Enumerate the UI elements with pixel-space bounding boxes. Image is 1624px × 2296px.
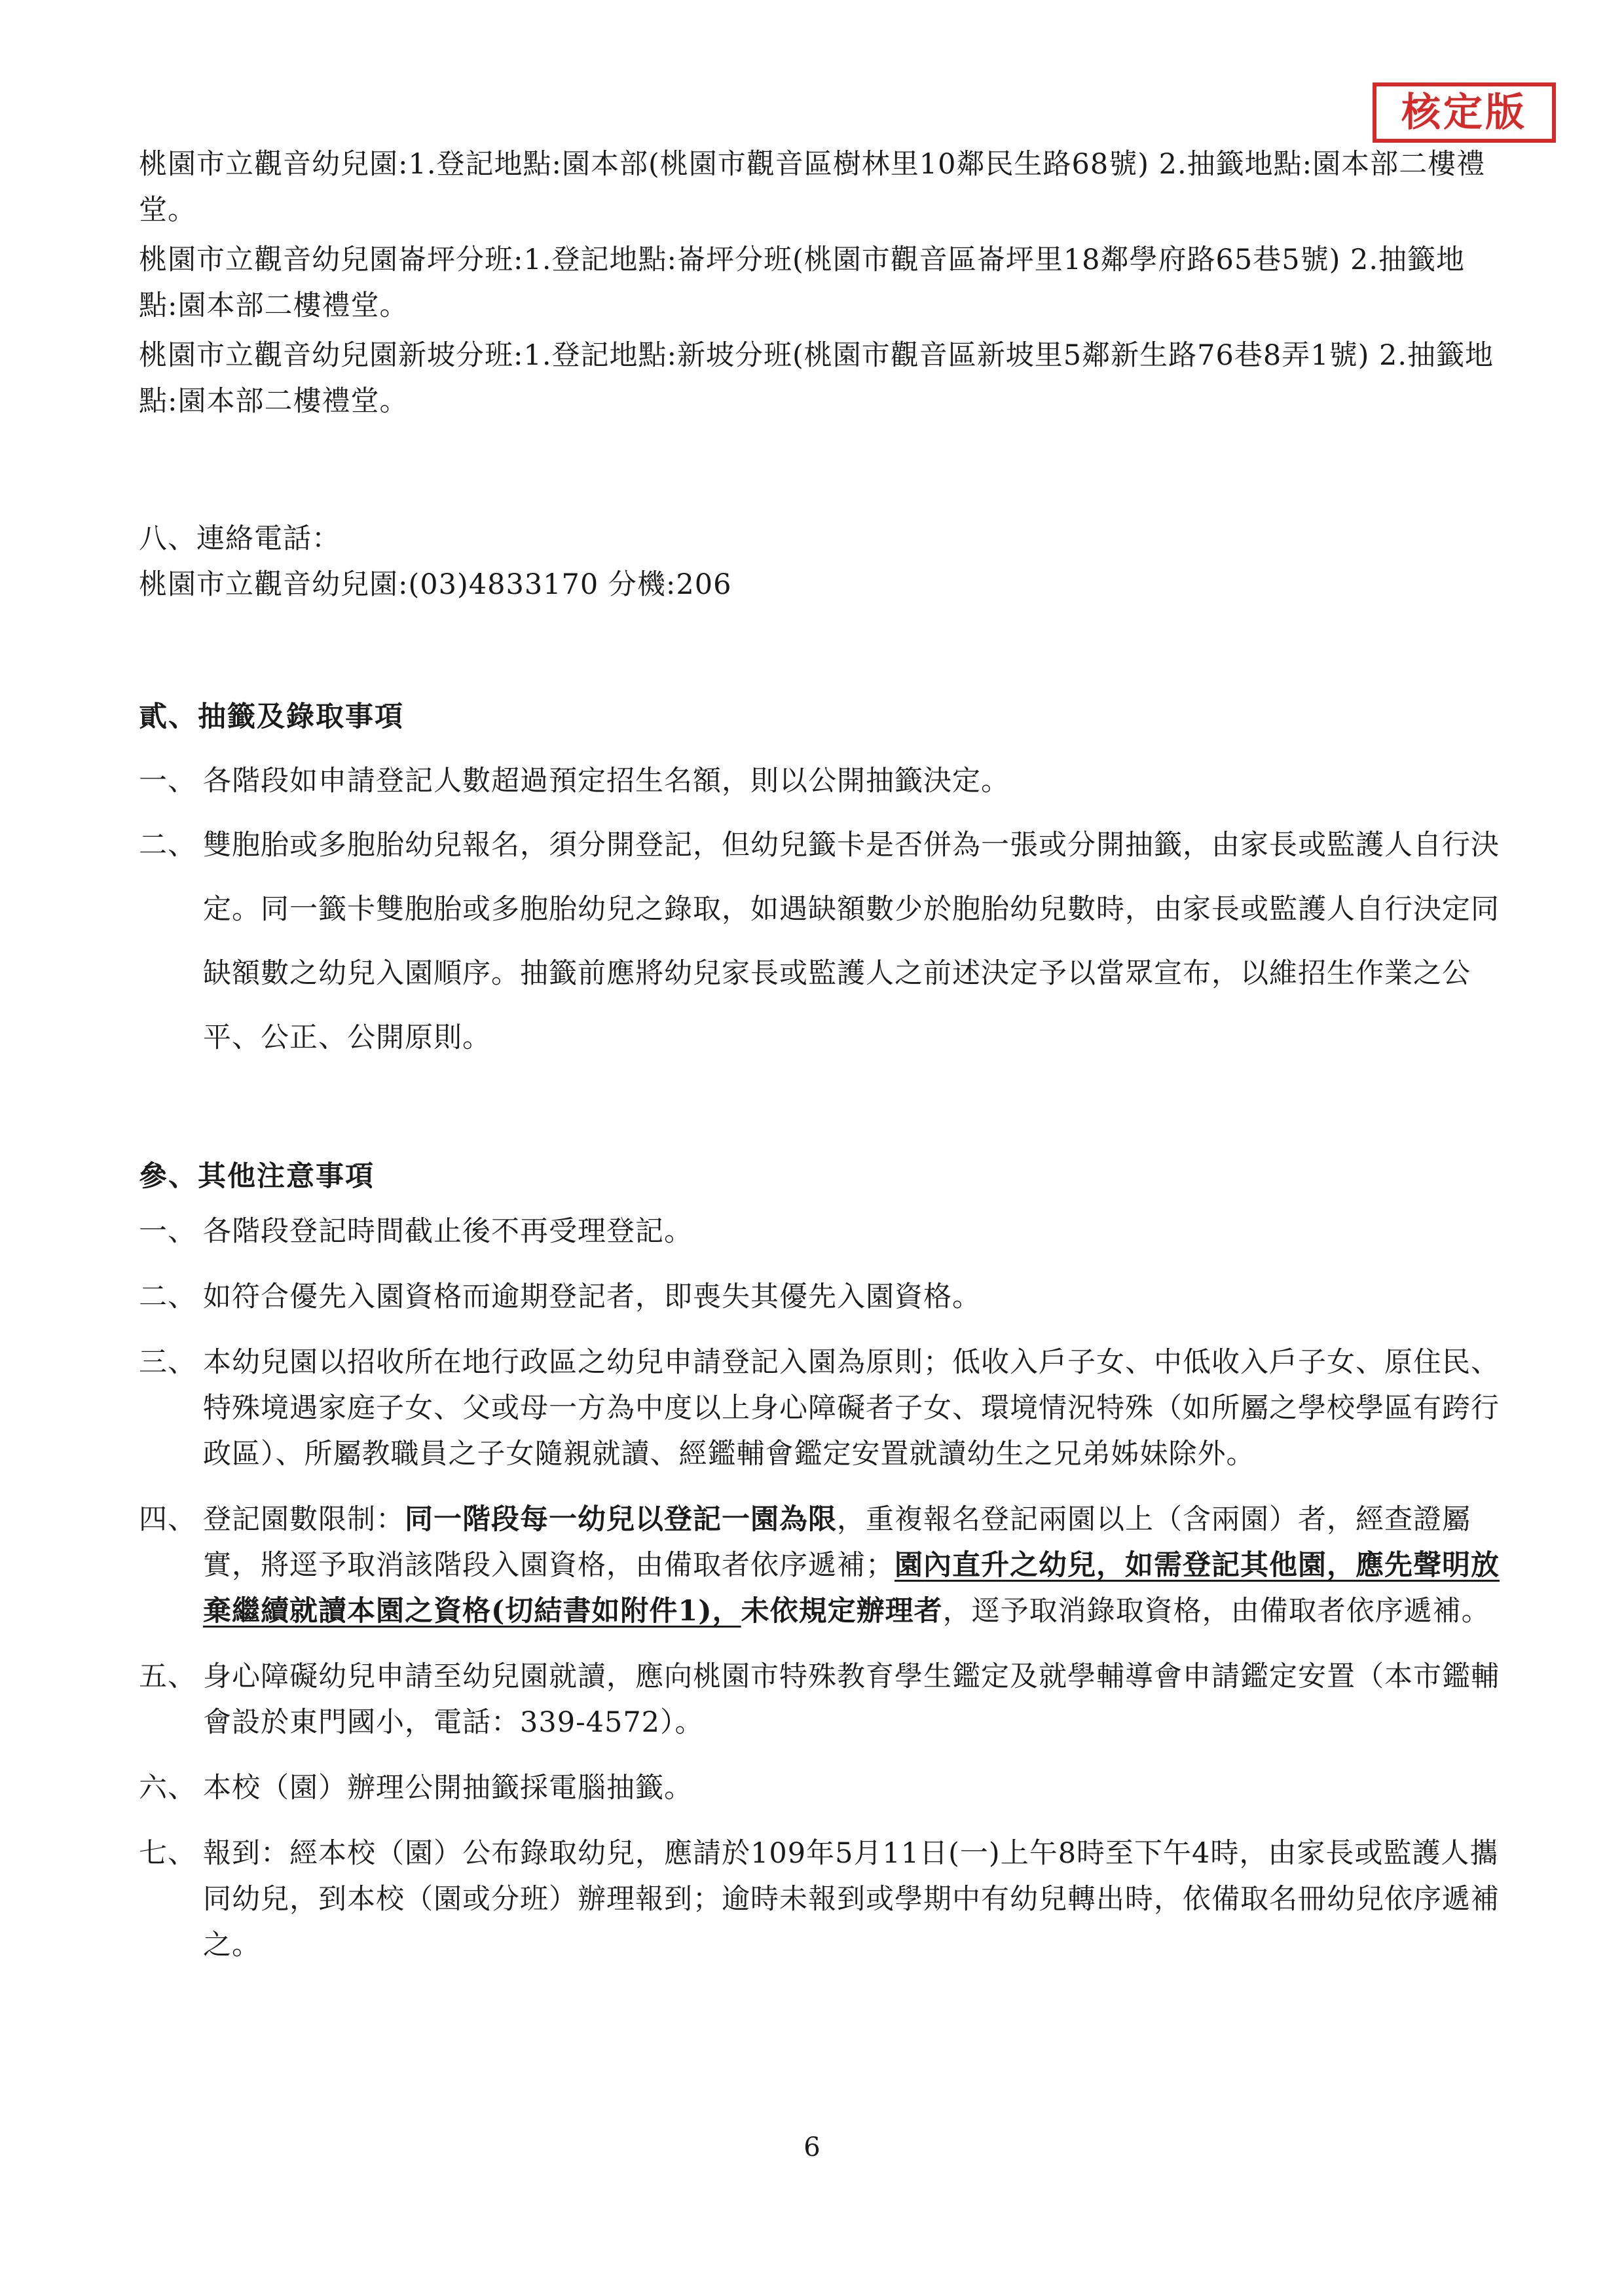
item-text: 雙胞胎或多胞胎幼兒報名，須分開登記，但幼兒籤卡是否併為一張或分開抽籤，由家長或監護人自行決定。同一籤卡雙胞胎或多胞胎幼兒之錄取，如遇缺額數少於胞胎幼兒數時，由家長或監護人自行決定同缺額數之幼兒入園順序。抽籤前應將幼兒家長或監護人之前述決定予以當眾宣布，以維招生作業之公平、公正、公開原則。 bbox=[203, 829, 1500, 1054]
list-item bbox=[139, 1831, 1501, 1968]
list-item bbox=[139, 1274, 1501, 1320]
contact-section bbox=[139, 516, 1501, 608]
item-text-normal: ，逕予取消錄取資格，由備取者依序遞補。 bbox=[942, 1595, 1490, 1628]
item-text-normal: ，重複報名登記兩園以上（含兩園）者，經查證屬實，將逕予取消該階段入園資格，由備取者依序遞補； bbox=[203, 1503, 1471, 1582]
approved-stamp: 核定版 bbox=[1373, 82, 1556, 143]
item-text-bold: 同一階段每一幼兒以登記一園為限 bbox=[405, 1503, 837, 1536]
item-number: 五、 bbox=[139, 1660, 196, 1693]
list-item bbox=[139, 813, 1501, 1070]
registration-xinpo: 桃園市立觀音幼兒園新坡分班:1.登記地點:新坡分班(桃園市觀音區新坡里5鄰新生路76巷8弄1號) 2.抽籤地點:園本部二樓禮堂。 bbox=[139, 339, 1494, 418]
item-text: 如符合優先入園資格而逾期登記者，即喪失其優先入園資格。 bbox=[203, 1281, 981, 1313]
section-heading: 參、其他注意事項 bbox=[139, 1160, 375, 1193]
item-number: 二、 bbox=[139, 1281, 196, 1313]
item-text: 身心障礙幼兒申請至幼兒園就讀，應向桃園市特殊教育學生鑑定及就學輔導會申請鑑定安置（本市鑑輔會設於東門國小，電話：339-4572）。 bbox=[203, 1660, 1500, 1739]
item-text: 本校（園）辦理公開抽籤採電腦抽籤。 bbox=[203, 1772, 693, 1804]
item-number: 二、 bbox=[139, 829, 196, 862]
item-number: 一、 bbox=[139, 765, 196, 797]
section-lottery bbox=[139, 694, 1501, 1070]
list-item bbox=[139, 1497, 1501, 1634]
list-item bbox=[139, 749, 1501, 813]
item-text: 各階段如申請登記人數超過預定招生名額，則以公開抽籤決定。 bbox=[203, 765, 1010, 797]
registration-list bbox=[139, 141, 1501, 424]
list-item bbox=[139, 1339, 1501, 1477]
item-number: 三、 bbox=[139, 1346, 196, 1379]
page-number: 6 bbox=[803, 2132, 821, 2162]
section-notes bbox=[139, 1154, 1501, 1968]
contact-heading: 八、連絡電話： bbox=[139, 522, 341, 555]
registration-main: 桃園市立觀音幼兒園:1.登記地點:園本部(桃園市觀音區樹林里10鄰民生路68號) 2.抽籤地點:園本部二樓禮堂。 bbox=[139, 148, 1486, 227]
list-item bbox=[139, 1654, 1501, 1745]
registration-lunping: 桃園市立觀音幼兒園崙坪分班:1.登記地點:崙坪分班(桃園市觀音區崙坪里18鄰學府路65巷5號) 2.抽籤地點:園本部二樓禮堂。 bbox=[139, 244, 1466, 322]
list-item bbox=[139, 1209, 1501, 1254]
item-text: 各階段登記時間截止後不再受理登記。 bbox=[203, 1215, 693, 1248]
item-number: 七、 bbox=[139, 1837, 196, 1870]
item-number: 六、 bbox=[139, 1772, 196, 1804]
item-text: 報到：經本校（園）公布錄取幼兒，應請於109年5月11日(一)上午8時至下午4時，由家長或監護人攜同幼兒，到本校（園或分班）辦理報到；逾時未報到或學期中有幼兒轉出時，依備取名冊幼兒依序遞補之。 bbox=[203, 1837, 1500, 1961]
item-text-bold: 未依規定辦理者 bbox=[741, 1595, 943, 1628]
contact-phone: 桃園市立觀音幼兒園:(03)4833170 分機:206 bbox=[139, 568, 732, 601]
item-number: 四、 bbox=[139, 1503, 196, 1536]
section-heading: 貳、抽籤及錄取事項 bbox=[139, 701, 404, 733]
item-text bbox=[203, 1497, 1501, 1634]
item-text-bold-underlined: 園內直升之幼兒，如需登記其他園，應先聲明放棄繼續就讀本園之資格(切結書如附件1)， bbox=[203, 1549, 1500, 1628]
list-item bbox=[139, 1765, 1501, 1811]
item-number: 一、 bbox=[139, 1215, 196, 1248]
item-text: 本幼兒園以招收所在地行政區之幼兒申請登記入園為原則；低收入戶子女、中低收入戶子女、原住民、特殊境遇家庭子女、父或母一方為中度以上身心障礙者子女、環境情況特殊（如所屬之學校學區有跨行政區）、所屬教職員之子女隨親就讀、經鑑輔會鑑定安置就讀幼生之兄弟姊妹除外。 bbox=[203, 1346, 1500, 1470]
item-text-lead: 登記園數限制： bbox=[203, 1503, 405, 1536]
